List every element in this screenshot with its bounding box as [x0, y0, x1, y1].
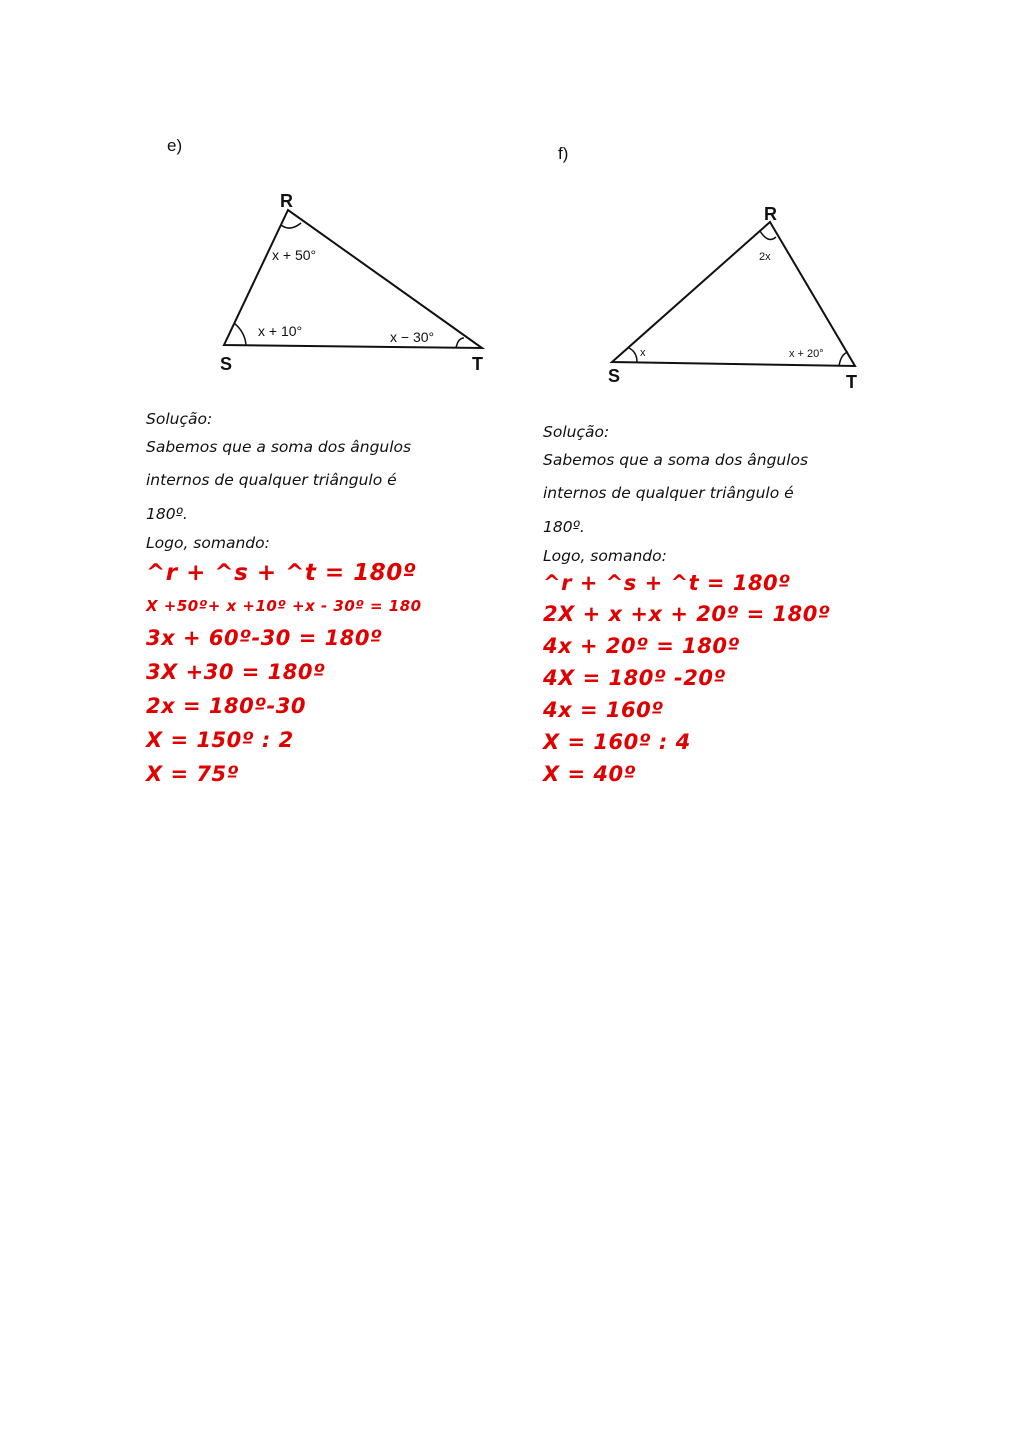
equation-step: 3X +30 = 180º: [146, 660, 326, 684]
triangle-e-figure: [200, 180, 510, 380]
problem-f-label: f): [558, 144, 569, 163]
intro-line: Sabemos que a soma dos ângulos: [543, 451, 809, 469]
angle-arc-r-e: [281, 223, 301, 228]
problem-e-label: e): [167, 136, 183, 155]
angle-label-t-f: x + 20°: [789, 348, 824, 360]
angle-arc-s-e: [234, 323, 246, 345]
equation-step: ^r + ^s + ^t = 180º: [543, 571, 791, 595]
equation-step: 4x = 160º: [543, 698, 664, 722]
angle-label-r-f: 2x: [759, 251, 771, 263]
vertex-r-e: R: [280, 191, 293, 211]
equation-step: X = 160º : 4: [543, 730, 691, 754]
angle-arc-s-f: [629, 348, 637, 362]
angle-label-s-e: x + 10°: [258, 323, 303, 339]
solution-f: [543, 420, 830, 790]
solution-heading: Solução:: [146, 410, 213, 428]
solution-prompt: Logo, somando:: [543, 547, 667, 565]
intro-line: internos de qualquer triângulo é: [543, 484, 794, 502]
equation-step: 4x + 20º = 180º: [543, 634, 740, 658]
equation-step: 4X = 180º -20º: [543, 666, 726, 690]
angle-arc-t-e: [456, 338, 464, 348]
triangle-f: [612, 222, 855, 366]
intro-line: Sabemos que a soma dos ângulos: [146, 438, 412, 456]
vertex-t-e: T: [472, 354, 483, 374]
equation-step: ^r + ^s + ^t = 180º: [146, 560, 417, 586]
angle-label-s-f: x: [640, 347, 646, 359]
angle-label-r-e: x + 50°: [272, 247, 317, 263]
intro-line: 180º.: [146, 505, 188, 523]
vertex-s-e: S: [220, 354, 233, 374]
vertex-s-f: S: [608, 366, 621, 386]
intro-line: 180º.: [543, 518, 585, 536]
intro-line: internos de qualquer triângulo é: [146, 471, 397, 489]
angle-label-t-e: x − 30°: [390, 329, 435, 345]
triangle-f-figure: [600, 200, 870, 395]
solution-e: [146, 407, 422, 791]
vertex-t-f: T: [846, 372, 857, 392]
solution-prompt: Logo, somando:: [146, 534, 270, 552]
solution-heading: Solução:: [543, 423, 610, 441]
angle-arc-t-f: [839, 352, 848, 366]
equation-step: 2X + x +x + 20º = 180º: [543, 602, 831, 626]
equation-step: 3x + 60º-30 = 180º: [146, 626, 383, 650]
vertex-r-f: R: [764, 204, 777, 224]
equation-step: X +50º+ x +10º +x - 30º = 180: [146, 597, 422, 615]
equation-step: 2x = 180º-30: [146, 694, 306, 718]
equation-step: X = 40º: [543, 762, 636, 786]
equation-step: X = 75º: [146, 762, 239, 786]
angle-arc-r-f: [760, 231, 776, 239]
equation-step: X = 150º : 2: [146, 728, 294, 752]
